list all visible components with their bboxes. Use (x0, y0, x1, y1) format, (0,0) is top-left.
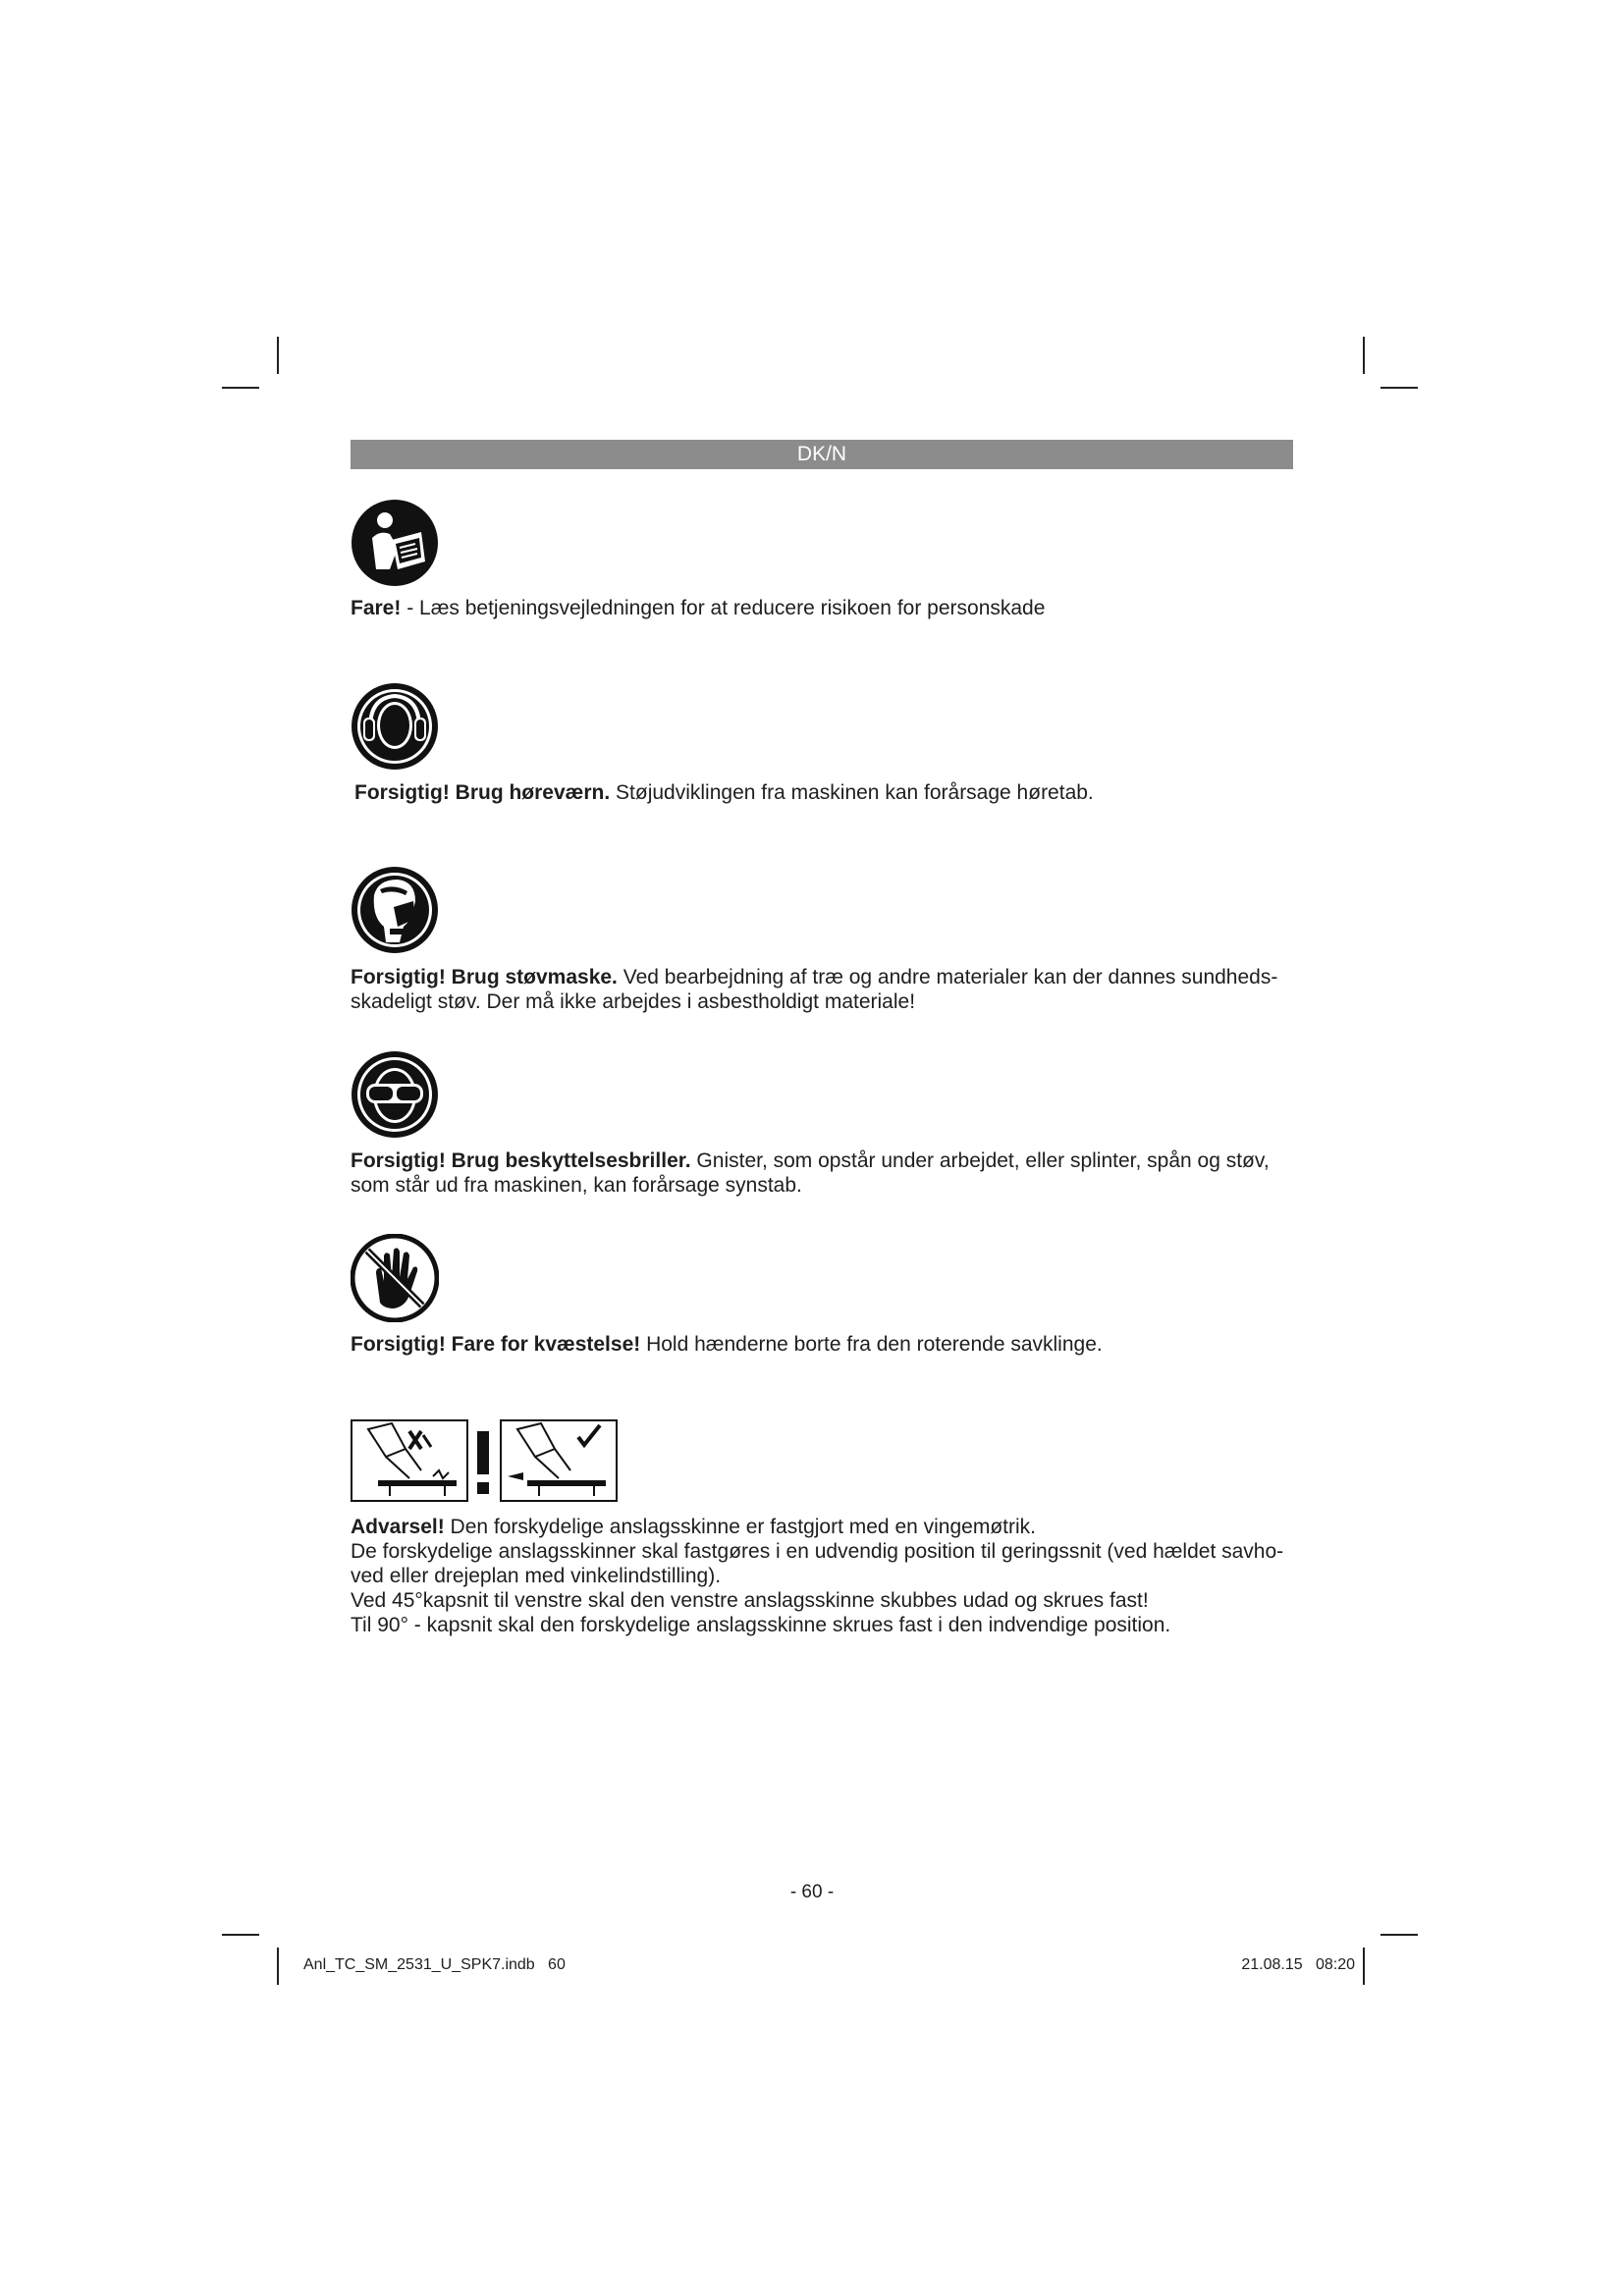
injury-warning-text: Forsigtig! Fare for kvæstelse! Hold hænderne borte fra den roterende savklinge. (351, 1333, 1103, 1356)
hearing-protection-text: Forsigtig! Brug høreværn. Støjudviklingen fra maskinen kan forårsage høretab. (354, 781, 1094, 804)
safety-goggles-icon (351, 1050, 439, 1139)
goggles-text: Forsigtig! Brug beskyttelsesbriller. Gnister, som opstår under arbejdet, eller splinter, spån og støv, som står ud fra maskinen, kan forårsage synstab. (351, 1149, 1270, 1197)
ear-protection-icon (351, 682, 439, 771)
advarsel-line1: Advarsel! Den forskydelige anslagsskinne er fastgjort med en vingemøtrik. (351, 1516, 1036, 1538)
crop-mark (1363, 337, 1365, 374)
crop-mark (222, 387, 259, 389)
crop-mark (277, 337, 279, 374)
crop-mark (222, 1934, 259, 1936)
read-manual-icon (351, 499, 439, 587)
dust-mask-text: Forsigtig! Brug støvmaske. Ved bearbejdning af træ og andre materialer kan der dannes sundheds- skadeligt støv. Der må ikke arbejdes i asbestholdigt materiale! (351, 966, 1278, 1013)
advarsel-line4: Ved 45°kapsnit til venstre skal den venstre anslagsskinne skubbes udad og skrues fast! (351, 1589, 1149, 1612)
crop-mark (1380, 387, 1418, 389)
advarsel-line2: De forskydelige anslagsskinner skal fastgøres i en udvendig position til geringssnit (ved hældet savho- (351, 1540, 1284, 1563)
footer-datetime: 21.08.15 08:20 (1241, 1956, 1355, 1973)
danger-text: Fare! - Læs betjeningsvejledningen for at reducere risikoen for personskade (351, 597, 1046, 619)
footer-file: Anl_TC_SM_2531_U_SPK7.indb 60 (303, 1956, 566, 1973)
language-header: DK/N (351, 440, 1293, 469)
advarsel-line3: ved eller drejeplan med vinkelindstilling). (351, 1565, 722, 1587)
crop-mark (277, 1948, 279, 1985)
advarsel-block (351, 1515, 1293, 1637)
advarsel-line5: Til 90° - kapsnit skal den forskydelige anslagsskinne skrues fast i den indvendige position. (351, 1614, 1171, 1636)
no-hands-icon (351, 1234, 439, 1322)
miter-saw-fence-icon (351, 1419, 618, 1502)
crop-mark (1380, 1934, 1418, 1936)
crop-mark (1363, 1948, 1365, 1985)
dust-mask-icon (351, 866, 439, 954)
page-number: - 60 - (789, 1882, 835, 1902)
